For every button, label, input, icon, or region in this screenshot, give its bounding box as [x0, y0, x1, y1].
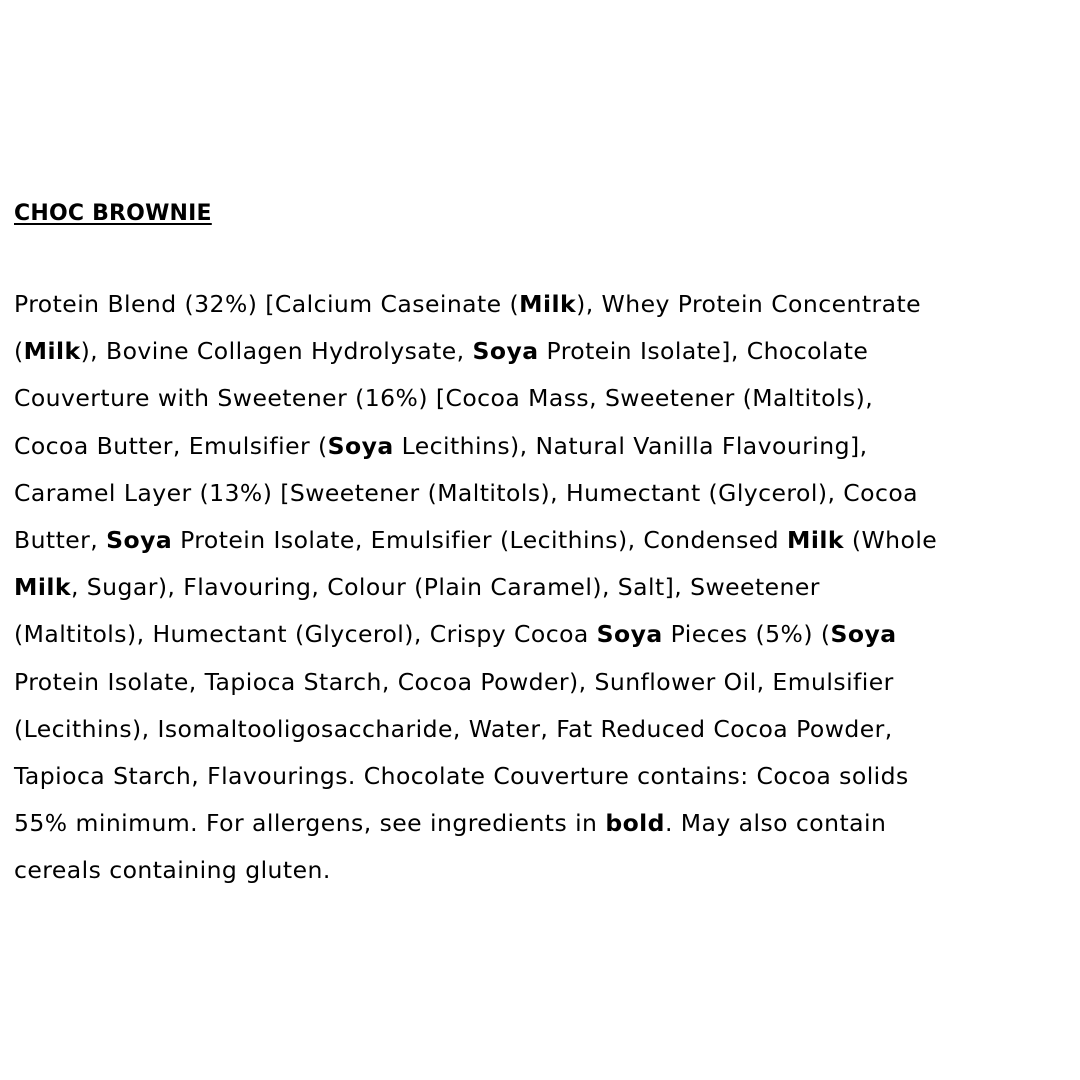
allergen-term: bold: [605, 809, 665, 838]
allergen-term: Soya: [472, 337, 539, 366]
allergen-term: Milk: [14, 573, 71, 602]
ingredient-text: Butter,: [14, 526, 107, 555]
ingredient-text: 55% minimum. For allergens, see ingredients in: [14, 809, 606, 838]
product-title: CHOC BROWNIE: [14, 201, 212, 226]
ingredient-text: (Lecithins), Isomaltooligosaccharide, Water, Fat Reduced Cocoa Powder,: [14, 714, 893, 743]
ingredient-line: [14, 328, 1074, 375]
ingredient-text: , Sugar), Flavouring, Colour (Plain Caramel), Salt], Sweetener: [70, 573, 820, 602]
allergen-term: Soya: [596, 620, 663, 649]
ingredient-text: Couverture with Sweetener (16%) [Cocoa Mass, Sweetener (Maltitols),: [14, 384, 874, 413]
ingredient-line: [14, 706, 1074, 753]
ingredient-text: Protein Isolate, Emulsifier (Lecithins), Condensed: [172, 526, 787, 555]
ingredient-text: (: [14, 337, 24, 366]
ingredient-text: ), Whey Protein Concentrate: [576, 290, 922, 318]
ingredient-text: Caramel Layer (13%) [Sweetener (Maltitols), Humectant (Glycerol), Cocoa: [14, 478, 919, 507]
ingredient-line: [14, 517, 1074, 564]
allergen-term: Milk: [786, 526, 844, 555]
allergen-term: Milk: [519, 290, 577, 318]
ingredient-line: [14, 611, 1074, 658]
ingredient-text: Protein Isolate], Chocolate: [538, 337, 869, 366]
ingredient-text: Protein Isolate, Tapioca Starch, Cocoa Powder), Sunflower Oil, Emulsifier: [14, 667, 894, 696]
ingredient-text: Cocoa Butter, Emulsifier (: [14, 431, 328, 460]
ingredient-text: Tapioca Starch, Flavourings. Chocolate Couverture contains: Cocoa solids: [14, 762, 909, 791]
allergen-term: Soya: [830, 620, 897, 649]
ingredient-text: cereals containing gluten.: [14, 856, 331, 885]
ingredient-line: [14, 659, 1074, 706]
ingredient-text: (Maltitols), Humectant (Glycerol), Crispy Cocoa: [14, 620, 597, 649]
allergen-term: Soya: [106, 526, 173, 555]
ingredient-line: [14, 564, 1074, 611]
ingredient-line: [14, 753, 1074, 800]
ingredient-line: [14, 847, 1074, 894]
ingredient-text: . May also contain: [664, 809, 887, 838]
ingredients-text: [14, 281, 1074, 895]
ingredient-line: [14, 470, 1074, 517]
ingredient-line: [14, 281, 1074, 328]
allergen-term: Milk: [23, 337, 81, 366]
ingredient-line: [14, 375, 1074, 422]
ingredient-text: Lecithins), Natural Vanilla Flavouring],: [393, 431, 868, 460]
ingredient-text: ), Bovine Collagen Hydrolysate,: [80, 337, 473, 366]
allergen-term: Soya: [327, 431, 394, 460]
ingredient-line: [14, 800, 1074, 847]
ingredient-text: Pieces (5%) (: [662, 620, 831, 649]
ingredient-text: (Whole: [843, 526, 938, 555]
ingredient-text: Protein Blend (32%) [Calcium Caseinate (: [14, 290, 520, 318]
ingredient-line: [14, 423, 1074, 470]
